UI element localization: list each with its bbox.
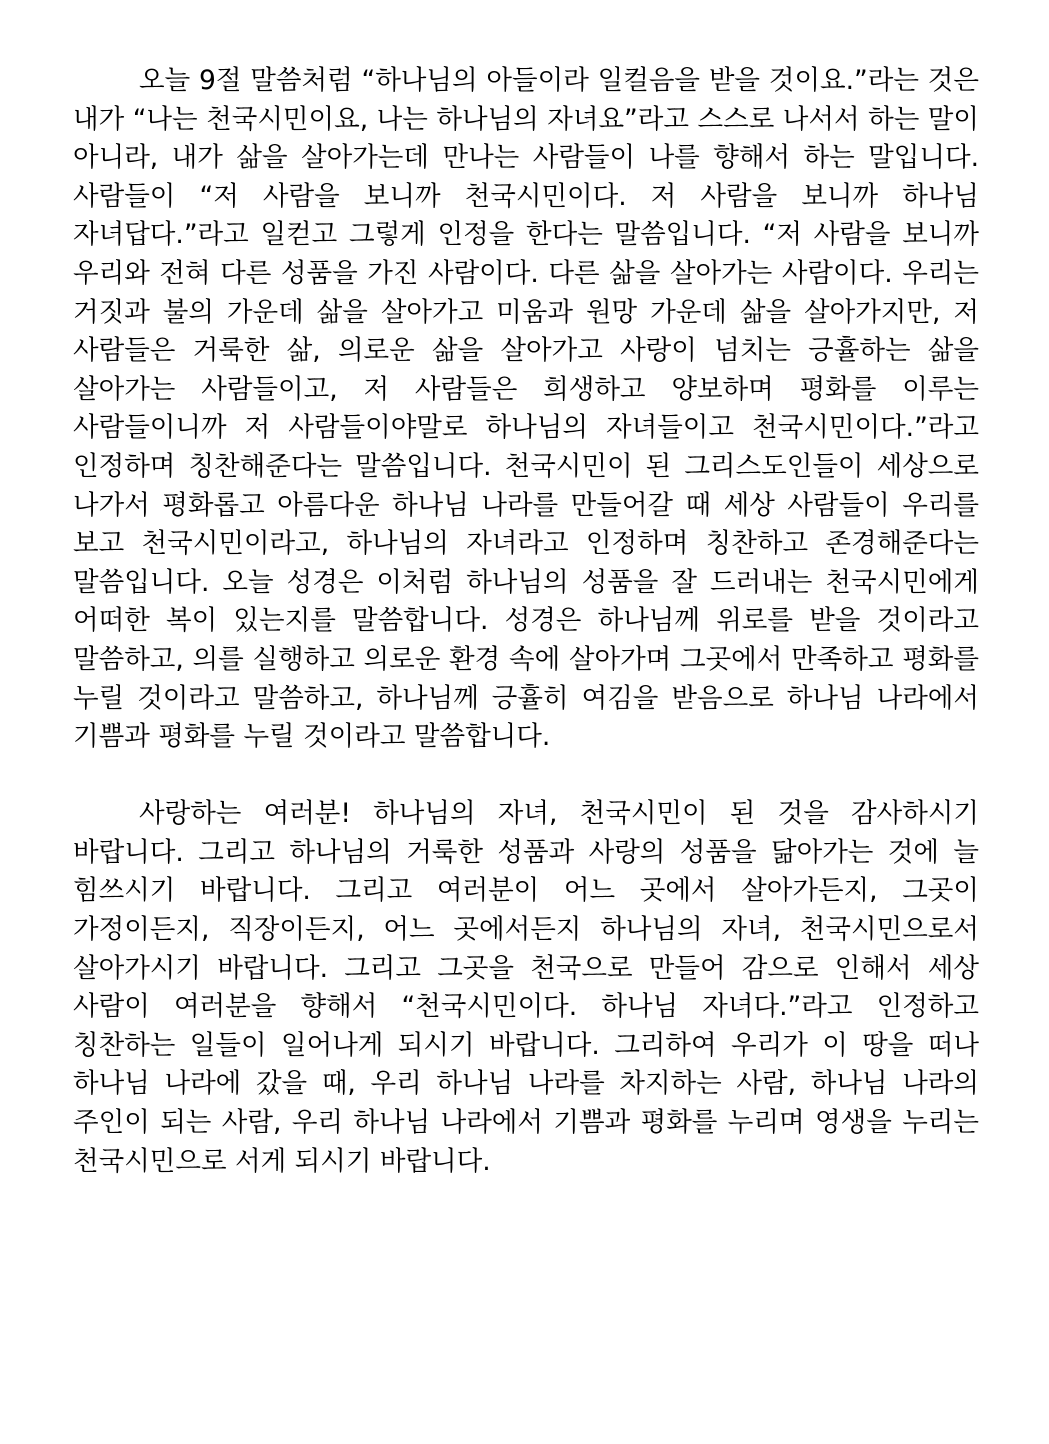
paragraph-spacer (73, 757, 979, 796)
sermon-paragraph-2: 사랑하는 여러분! 하나님의 자녀, 천국시민이 된 것을 감사하시기 바랍니다. 그리고 하나님의 거룩한 성품과 사랑의 성품을 닮아가는 것에 늘 힘쓰시기 바랍니다. 그리고 여러분이 어느 곳에서 살아가든지, 그곳이 가정이든지, 직장이든지, 어느 곳에서든지 하나님의 자녀, 천국시민으로서 살아가시기 바랍니다. 그리고 그곳을 천국으로 만들어 감으로 인해서 세상 사람이 여러분을 향해서 “천국시민이다. 하나님 자녀다.”라고 인정하고 칭찬하는 일들이 일어나게 되시기 바랍니다. 그리하여 우리가 이 땅을 떠나 하나님 나라에 갔을 때, 우리 하나님 나라를 차지하는 사람, 하나님 나라의 주인이 되는 사람, 우리 하나님 나라에서 기쁨과 평화를 누리며 영생을 누리는 천국시민으로 서게 되시기 바랍니다. (73, 798, 979, 1177)
sermon-paragraph-1: 오늘 9절 말씀처럼 “하나님의 아들이라 일컬음을 받을 것이요.”라는 것은 내가 “나는 천국시민이요, 나는 하나님의 자녀요”라고 스스로 나서서 하는 말이 아니라, 내가 삶을 살아가는데 만나는 사람들이 나를 향해서 하는 말입니다. 사람들이 “저 사람을 보니까 천국시민이다. 저 사람을 보니까 하나님 자녀답다.”라고 일컫고 그렇게 인정을 한다는 말씀입니다. “저 사람을 보니까 우리와 전혀 다른 성품을 가진 사람이다. 다른 삶을 살아가는 사람이다. 우리는 거짓과 불의 가운데 삶을 살아가고 미움과 원망 가운데 삶을 살아가지만, 저 사람들은 거룩한 삶, 의로운 삶을 살아가고 사랑이 넘치는 긍휼하는 삶을 살아가는 사람들이고, 저 사람들은 희생하고 양보하며 평화를 이루는 사람들이니까 저 사람들이야말로 하나님의 자녀들이고 천국시민이다.”라고 인정하며 칭찬해준다는 말씀입니다. 천국시민이 된 그리스도인들이 세상으로 나가서 평화롭고 아름다운 하나님 나라를 만들어갈 때 세상 사람들이 우리를 보고 천국시민이라고, 하나님의 자녀라고 인정하며 칭찬하고 존경해준다는 말씀입니다. 오늘 성경은 이처럼 하나님의 성품을 잘 드러내는 천국시민에게 어떠한 복이 있는지를 말씀합니다. 성경은 하나님께 위로를 받을 것이라고 말씀하고, 의를 실행하고 의로운 환경 속에 살아가며 그곳에서 만족하고 평화를 누릴 것이라고 말씀하고, 하나님께 긍휼히 여김을 받음으로 하나님 나라에서 기쁨과 평화를 누릴 것이라고 말씀합니다. (73, 65, 979, 753)
document-page (73, 62, 979, 1181)
